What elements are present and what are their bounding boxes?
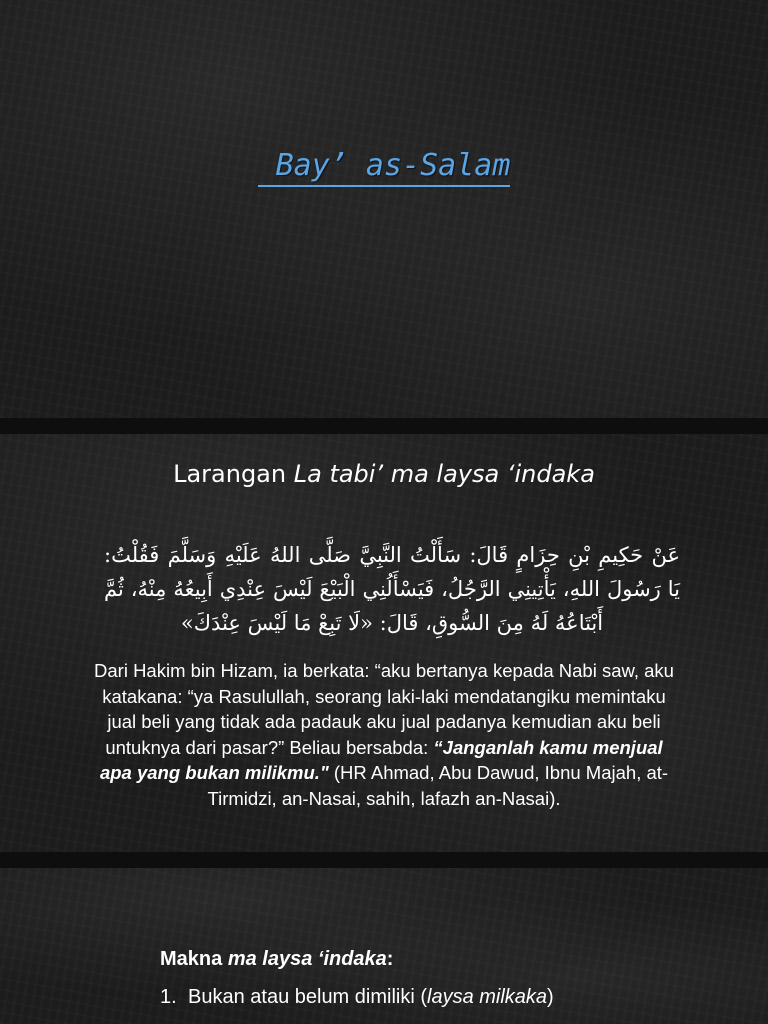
slide-title-text: Bay’ as-Salam <box>258 148 511 187</box>
translation-emphasis: “Janganlah kamu menjual apa yang bukan milikmu." <box>99 736 663 783</box>
slide-3 <box>0 868 768 1024</box>
translation-source: (HR Ahmad, Abu Dawud, Ibnu Majah, at-Tirmidzi, an-Nasai, sahih, lafazh an-Nasai). <box>207 762 669 809</box>
hadith-translation <box>92 658 676 811</box>
makna-heading <box>160 948 393 971</box>
slide-1 <box>0 0 768 418</box>
arabic-hadith: عَنْ حَكِيمِ بْنِ حِزَامٍ قَالَ: سَأَلْتُ النَّبِيَّ صَلَّى اللهُ عَلَيْهِ وَسَلَّمَ فَقُلْتُ: يَا رَسُولَ اللهِ، يَأْتِينِي الرَّجُلُ، فَيَسْأَلُنِي الْبَيْعَ لَيْسَ عِنْدِي أَبِيعُهُ مِنْهُ، ثُمَّ أَبْتَاعُهُ لَهُ مِنَ السُّوقِ، قَالَ: «لَا تَبِعْ مَا لَيْسَ عِنْدَكَ» <box>104 543 680 635</box>
list-text: Bukan atau belum dimiliki ( <box>188 986 427 1008</box>
makna-prefix: Makna <box>160 948 228 970</box>
makna-italic: ma laysa ‘indaka <box>227 948 387 970</box>
slide-2 <box>0 434 768 852</box>
list-number: 1. <box>160 986 177 1008</box>
list-suffix: ) <box>547 986 554 1008</box>
slide-heading <box>0 460 768 488</box>
slide-title <box>0 148 768 183</box>
makna-suffix: : <box>386 948 394 970</box>
list-item <box>160 986 554 1009</box>
list-italic: laysa milkaka <box>427 986 548 1008</box>
heading-italic: La tabi’ ma laysa ‘indaka <box>293 460 595 488</box>
translation-text: Dari Hakim bin Hizam, ia berkata: “aku bertanya kepada Nabi saw, aku katakana: “ya Rasulullah, seorang laki-laki mendatangiku memintaku jual beli yang tidak ada padauk aku jual padanya kemudian aku beli untuknya dari pasar?” Beliau bersabda: <box>94 660 674 758</box>
heading-prefix: Larangan <box>173 460 294 488</box>
